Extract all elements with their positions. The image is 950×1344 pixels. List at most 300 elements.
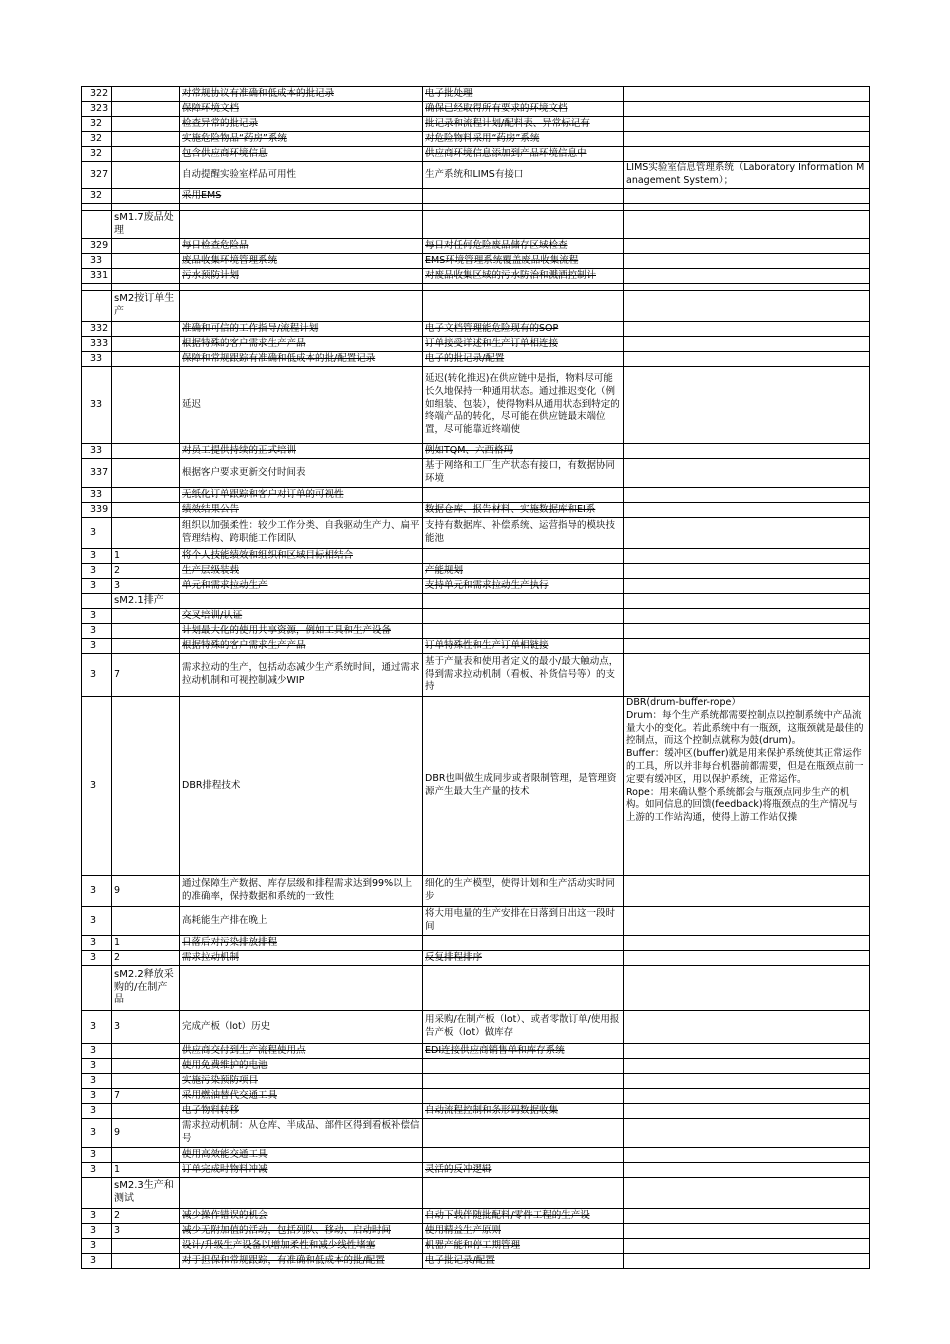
sub-number-cell <box>112 322 180 337</box>
table-row <box>82 624 870 639</box>
sub-number-cell <box>112 117 180 132</box>
item-cell: 准确和可信的工作指导/流程计划 <box>180 322 423 337</box>
note-cell <box>624 444 870 459</box>
table-row <box>82 147 870 162</box>
sub-number-cell <box>112 1104 180 1119</box>
note-cell <box>624 132 870 147</box>
item-cell <box>180 966 423 1011</box>
note-cell <box>624 639 870 654</box>
support-cell <box>423 624 624 639</box>
note-cell <box>624 147 870 162</box>
item-cell: 废品收集环境管理系统 <box>180 254 423 269</box>
item-cell: 绩效结果公告 <box>180 503 423 518</box>
row-number-cell: 3 <box>82 1163 112 1178</box>
support-cell <box>423 1178 624 1209</box>
row-number-cell <box>82 284 112 291</box>
note-cell <box>624 352 870 367</box>
support-cell: 确保已经取得所有要求的环境文档 <box>423 102 624 117</box>
row-number-cell: 337 <box>82 459 112 488</box>
support-cell: 支持单元和需求拉动生产执行 <box>423 579 624 594</box>
sub-number-cell <box>112 239 180 254</box>
row-number-cell <box>82 211 112 239</box>
note-cell: LIMS实验室信息管理系统（Laboratory Information Management System）； <box>624 162 870 189</box>
item-cell: 设计/升级生产设备以增加柔性和减少线性堵塞 <box>180 1239 423 1254</box>
table-row <box>82 211 870 239</box>
support-cell: 例如TQM、六西格玛 <box>423 444 624 459</box>
row-number-cell <box>82 966 112 1011</box>
item-cell: 根据客户要求更新交付时间表 <box>180 459 423 488</box>
note-cell <box>624 549 870 564</box>
item-cell: 减少操作错误的机会 <box>180 1209 423 1224</box>
row-number-cell: 33 <box>82 488 112 503</box>
row-number-cell: 3 <box>82 1059 112 1074</box>
note-cell <box>624 367 870 444</box>
sub-number-cell <box>112 102 180 117</box>
item-cell: 需求拉动机制：从仓库、半成品、部件区得到看板补偿信号 <box>180 1119 423 1148</box>
table-row <box>82 1104 870 1119</box>
support-cell: 订单接受详述和生产订单相连接 <box>423 337 624 352</box>
table-row <box>82 352 870 367</box>
table-row <box>82 269 870 284</box>
sub-number-cell <box>112 132 180 147</box>
support-cell: 自动流程控制和条形码数据收集 <box>423 1104 624 1119</box>
note-cell <box>624 322 870 337</box>
item-cell: 对常规协议有准确和低成本的批记录 <box>180 87 423 102</box>
sub-number-cell <box>112 1044 180 1059</box>
support-cell <box>423 1119 624 1148</box>
item-cell <box>180 594 423 609</box>
row-number-cell: 3 <box>82 1254 112 1269</box>
support-cell: 产能规划 <box>423 564 624 579</box>
support-cell: 电子批记录/配置 <box>423 1254 624 1269</box>
row-number-cell <box>82 291 112 322</box>
note-cell <box>624 579 870 594</box>
table-row <box>82 284 870 291</box>
note-cell <box>624 1044 870 1059</box>
item-cell: 订单完成时物料冲减 <box>180 1163 423 1178</box>
table-row <box>82 102 870 117</box>
note-cell <box>624 876 870 907</box>
support-cell <box>423 488 624 503</box>
row-number-cell <box>82 594 112 609</box>
note-cell <box>624 337 870 352</box>
note-cell <box>624 291 870 322</box>
row-number-cell: 33 <box>82 444 112 459</box>
table-row <box>82 189 870 204</box>
item-cell: 供应商交付到生产流程使用点 <box>180 1044 423 1059</box>
note-cell <box>624 936 870 951</box>
support-cell <box>423 609 624 624</box>
row-number-cell <box>82 204 112 211</box>
note-cell <box>624 1163 870 1178</box>
row-number-cell: 3 <box>82 1209 112 1224</box>
item-cell: 每日检查危险品 <box>180 239 423 254</box>
row-number-cell: 332 <box>82 322 112 337</box>
table-row <box>82 1059 870 1074</box>
item-cell: 实施危险物品“药房”系统 <box>180 132 423 147</box>
sub-number-cell: 3 <box>112 579 180 594</box>
support-cell: 基于网络和工厂生产状态有接口，有数据协同环境 <box>423 459 624 488</box>
table-row <box>82 1119 870 1148</box>
row-number-cell: 3 <box>82 564 112 579</box>
sub-number-cell: sM2按订单生产 <box>112 291 180 322</box>
support-cell: EMS环境管理系统覆盖废品收集流程 <box>423 254 624 269</box>
table-row <box>82 518 870 549</box>
sub-number-cell: 2 <box>112 564 180 579</box>
row-number-cell: 3 <box>82 624 112 639</box>
support-cell: 支持有数据库、补偿系统、运营指导的模块技能池 <box>423 518 624 549</box>
row-number-cell: 32 <box>82 147 112 162</box>
item-cell <box>180 1178 423 1209</box>
sub-number-cell <box>112 162 180 189</box>
item-cell: 交叉培训/认证 <box>180 609 423 624</box>
support-cell <box>423 966 624 1011</box>
support-cell <box>423 1089 624 1104</box>
table-row <box>82 1148 870 1163</box>
table-row <box>82 488 870 503</box>
table-row <box>82 549 870 564</box>
note-cell <box>624 1104 870 1119</box>
note-cell <box>624 239 870 254</box>
support-cell: 使用精益生产原则 <box>423 1224 624 1239</box>
note-cell <box>624 654 870 697</box>
sub-number-cell <box>112 189 180 204</box>
support-cell: DBR也叫做生成同步或者限制管理，是管理资源产生最大生产量的技术 <box>423 697 624 876</box>
support-cell: 延迟(转化推迟)在供应链中是指，物料尽可能长久地保持一种通用状态。通过推迟变化（例如组装、包装），使得物料从通用状态到特定的终端产品的转化，尽可能在供应链最末端位置，尽可能靠近终端使 <box>423 367 624 444</box>
note-cell <box>624 117 870 132</box>
table-row <box>82 162 870 189</box>
row-number-cell: 3 <box>82 907 112 936</box>
support-cell: 用采购/在制产板（lot）、或者零散订单/使用报告产板（lot）做库存 <box>423 1011 624 1044</box>
note-cell <box>624 488 870 503</box>
support-cell: EDI连接供应商销售单和库存系统 <box>423 1044 624 1059</box>
sub-number-cell: 7 <box>112 1089 180 1104</box>
row-number-cell: 33 <box>82 254 112 269</box>
sub-number-cell: 7 <box>112 654 180 697</box>
note-cell <box>624 1254 870 1269</box>
support-cell: 电子文档管理能危险现有的SOP <box>423 322 624 337</box>
item-cell: DBR排程技术 <box>180 697 423 876</box>
row-number-cell: 339 <box>82 503 112 518</box>
sub-number-cell <box>112 1254 180 1269</box>
note-cell: DBR(drum-buffer-rope） Drum：每个生产系统都需要控制点以控制系统中产品流量大小的变化。若此系统中有一瓶颈，这瓶颈就是最佳的控制点，而这个控制点就称为鼓(drum)。 Buffer：缓冲区(buffer)就是用来保护系统使其正常运作的工具，所以并非每台机器前都需要，但是在瓶颈点前一定要有缓冲区，用以保护系统，正常运作。 Rope：用来确认整个系统都会与瓶颈点同步生产的机构。如同信息的回馈(feedback)将瓶颈点的生产情况与上游的工作站沟通，使得上游工作站仅操 <box>624 697 870 876</box>
note-cell <box>624 284 870 291</box>
table-row <box>82 639 870 654</box>
item-cell: 使用高效能交通工具 <box>180 1148 423 1163</box>
table-row <box>82 609 870 624</box>
note-cell <box>624 609 870 624</box>
item-cell: 包含供应商环境信息 <box>180 147 423 162</box>
sub-number-cell <box>112 254 180 269</box>
sub-number-cell <box>112 624 180 639</box>
row-number-cell: 3 <box>82 1104 112 1119</box>
item-cell: 采用EMS <box>180 189 423 204</box>
support-cell: 电子批处理 <box>423 87 624 102</box>
sub-number-cell <box>112 907 180 936</box>
row-number-cell: 3 <box>82 936 112 951</box>
support-cell <box>423 211 624 239</box>
item-cell: 根据特殊的客户需求生产产品 <box>180 639 423 654</box>
sub-number-cell: 1 <box>112 549 180 564</box>
support-cell: 细化的生产模型，使得计划和生产活动实时同步 <box>423 876 624 907</box>
note-cell <box>624 1119 870 1148</box>
note-cell <box>624 1224 870 1239</box>
note-cell <box>624 1011 870 1044</box>
note-cell <box>624 907 870 936</box>
support-cell: 供应商环境信息添加到产品环境信息中 <box>423 147 624 162</box>
sub-number-cell: 2 <box>112 951 180 966</box>
note-cell <box>624 1148 870 1163</box>
row-number-cell: 3 <box>82 1044 112 1059</box>
row-number-cell: 3 <box>82 654 112 697</box>
support-cell <box>423 1074 624 1089</box>
row-number-cell: 3 <box>82 579 112 594</box>
table-row <box>82 459 870 488</box>
item-cell: 需求拉动的生产，包括动态减少生产系统时间，通过需求拉动机制和可视控制减少WIP <box>180 654 423 697</box>
note-cell <box>624 518 870 549</box>
process-table <box>81 86 870 1269</box>
note-cell <box>624 102 870 117</box>
sub-number-cell: sM1.7废品处理 <box>112 211 180 239</box>
sub-number-cell <box>112 1239 180 1254</box>
support-cell: 将大用电量的生产安排在日落到日出这一段时间 <box>423 907 624 936</box>
table-row <box>82 1074 870 1089</box>
item-cell: 使用免费维护的电池 <box>180 1059 423 1074</box>
sub-number-cell <box>112 1059 180 1074</box>
table-row <box>82 1254 870 1269</box>
item-cell: 自动提醒实验室样品可用性 <box>180 162 423 189</box>
note-cell <box>624 1089 870 1104</box>
support-cell: 自动下载伴随批配料/零件工程的生产设 <box>423 1209 624 1224</box>
support-cell: 灵活的反冲逻辑 <box>423 1163 624 1178</box>
table-row <box>82 1224 870 1239</box>
table-row <box>82 1163 870 1178</box>
note-cell <box>624 503 870 518</box>
sub-number-cell: 9 <box>112 1119 180 1148</box>
item-cell: 检查异常的批记录 <box>180 117 423 132</box>
support-cell <box>423 594 624 609</box>
sub-number-cell <box>112 352 180 367</box>
item-cell: 实施污染预防项目 <box>180 1074 423 1089</box>
item-cell: 对于担保和常规跟踪，有准确和低成本的批/配置 <box>180 1254 423 1269</box>
row-number-cell: 3 <box>82 1089 112 1104</box>
support-cell: 生产系统和LIMS有接口 <box>423 162 624 189</box>
table-row <box>82 579 870 594</box>
item-cell: 保障和常规跟踪有准确和低成本的批/配置记录 <box>180 352 423 367</box>
sub-number-cell <box>112 269 180 284</box>
table-row <box>82 1178 870 1209</box>
table-row <box>82 444 870 459</box>
row-number-cell: 322 <box>82 87 112 102</box>
sub-number-cell <box>112 337 180 352</box>
item-cell: 计划最大化的使用共享资源，例如工具和生产设备 <box>180 624 423 639</box>
table-row <box>82 322 870 337</box>
item-cell: 需求拉动机制 <box>180 951 423 966</box>
item-cell: 电子物料转移 <box>180 1104 423 1119</box>
sub-number-cell: 1 <box>112 936 180 951</box>
row-number-cell: 323 <box>82 102 112 117</box>
sub-number-cell <box>112 204 180 211</box>
row-number-cell: 327 <box>82 162 112 189</box>
row-number-cell: 32 <box>82 117 112 132</box>
sub-number-cell <box>112 367 180 444</box>
item-cell: 通过保障生产数据、库存层级和排程需求达到99%以上的准确率，保持数据和系统的一致性 <box>180 876 423 907</box>
sub-number-cell <box>112 697 180 876</box>
sub-number-cell <box>112 147 180 162</box>
item-cell: 生产层级装载 <box>180 564 423 579</box>
row-number-cell: 3 <box>82 876 112 907</box>
sub-number-cell <box>112 444 180 459</box>
note-cell <box>624 254 870 269</box>
item-cell: 组织以加强柔性：较少工作分类、自我驱动生产力、扁平管理结构、跨职能工作团队 <box>180 518 423 549</box>
sub-number-cell: 9 <box>112 876 180 907</box>
note-cell <box>624 204 870 211</box>
item-cell: 对员工提供持续的正式培训 <box>180 444 423 459</box>
note-cell <box>624 459 870 488</box>
row-number-cell: 3 <box>82 1119 112 1148</box>
item-cell: 延迟 <box>180 367 423 444</box>
note-cell <box>624 1209 870 1224</box>
item-cell: 完成产板（lot）历史 <box>180 1011 423 1044</box>
sub-number-cell <box>112 1074 180 1089</box>
note-cell <box>624 1178 870 1209</box>
table-row <box>82 1209 870 1224</box>
sub-number-cell: 3 <box>112 1011 180 1044</box>
row-number-cell: 3 <box>82 697 112 876</box>
row-number-cell: 3 <box>82 1148 112 1163</box>
table-row <box>82 564 870 579</box>
support-cell <box>423 189 624 204</box>
support-cell <box>423 291 624 322</box>
item-cell <box>180 284 423 291</box>
note-cell <box>624 269 870 284</box>
item-cell: 日落后对污染排放排程 <box>180 936 423 951</box>
support-cell: 反复排程排序 <box>423 951 624 966</box>
table-row <box>82 1011 870 1044</box>
item-cell <box>180 291 423 322</box>
row-number-cell: 333 <box>82 337 112 352</box>
row-number-cell: 3 <box>82 549 112 564</box>
row-number-cell: 3 <box>82 518 112 549</box>
row-number-cell: 33 <box>82 352 112 367</box>
support-cell <box>423 936 624 951</box>
sub-number-cell: 2 <box>112 1209 180 1224</box>
item-cell: 单元和需求拉动生产 <box>180 579 423 594</box>
item-cell: 保障环境文档 <box>180 102 423 117</box>
row-number-cell: 3 <box>82 609 112 624</box>
note-cell <box>624 87 870 102</box>
sub-number-cell <box>112 609 180 624</box>
table-row <box>82 1239 870 1254</box>
row-number-cell: 3 <box>82 639 112 654</box>
sub-number-cell <box>112 503 180 518</box>
sub-number-cell <box>112 488 180 503</box>
row-number-cell: 3 <box>82 951 112 966</box>
table-row <box>82 367 870 444</box>
table-row <box>82 966 870 1011</box>
support-cell <box>423 284 624 291</box>
sub-number-cell <box>112 87 180 102</box>
table-row <box>82 951 870 966</box>
table-row <box>82 204 870 211</box>
row-number-cell: 331 <box>82 269 112 284</box>
table-row <box>82 291 870 322</box>
table-row <box>82 132 870 147</box>
table-row <box>82 594 870 609</box>
item-cell: 采用燃油替代交通工具 <box>180 1089 423 1104</box>
support-cell: 电子的批记录/配置 <box>423 352 624 367</box>
support-cell: 对危险物料采用“药房”系统 <box>423 132 624 147</box>
table-row <box>82 1089 870 1104</box>
sub-number-cell: 1 <box>112 1163 180 1178</box>
item-cell: 无纸化订单跟踪和客户对订单的可视性 <box>180 488 423 503</box>
row-number-cell: 3 <box>82 1239 112 1254</box>
table-row <box>82 654 870 697</box>
note-cell <box>624 1074 870 1089</box>
note-cell <box>624 1059 870 1074</box>
row-number-cell: 3 <box>82 1011 112 1044</box>
row-number-cell <box>82 1178 112 1209</box>
sub-number-cell <box>112 518 180 549</box>
sub-number-cell: 3 <box>112 1224 180 1239</box>
note-cell <box>624 1239 870 1254</box>
note-cell <box>624 966 870 1011</box>
item-cell <box>180 204 423 211</box>
item-cell: 高耗能生产排在晚上 <box>180 907 423 936</box>
table-row <box>82 1044 870 1059</box>
support-cell: 批记录和流程计划/配料表、异常标记有 <box>423 117 624 132</box>
table-row <box>82 337 870 352</box>
support-cell: 订单特殊性和生产订单相链接 <box>423 639 624 654</box>
row-number-cell: 32 <box>82 189 112 204</box>
row-number-cell: 33 <box>82 367 112 444</box>
note-cell <box>624 594 870 609</box>
sub-number-cell: sM2.3生产和测试 <box>112 1178 180 1209</box>
note-cell <box>624 564 870 579</box>
item-cell: 减少无附加值的活动，包括列队、移动、启动时间 <box>180 1224 423 1239</box>
table-row <box>82 907 870 936</box>
support-cell: 机器产能和停工期管理 <box>423 1239 624 1254</box>
item-cell: 污水预防计划 <box>180 269 423 284</box>
sub-number-cell <box>112 639 180 654</box>
support-cell: 对废品收集区域的污水防治和溅洒控制计 <box>423 269 624 284</box>
note-cell <box>624 189 870 204</box>
note-cell <box>624 951 870 966</box>
support-cell <box>423 549 624 564</box>
sub-number-cell <box>112 459 180 488</box>
support-cell <box>423 204 624 211</box>
sub-number-cell <box>112 284 180 291</box>
table-row <box>82 876 870 907</box>
item-cell: 将个人技能绩效和组织和区域目标相结合 <box>180 549 423 564</box>
support-cell: 每日对任何危险废品储存区域检查 <box>423 239 624 254</box>
support-cell: 数据仓库、报告材料、实施数据库和EI系 <box>423 503 624 518</box>
sub-number-cell <box>112 1148 180 1163</box>
support-cell <box>423 1059 624 1074</box>
row-number-cell: 3 <box>82 1224 112 1239</box>
note-cell <box>624 624 870 639</box>
table-row <box>82 936 870 951</box>
table-row <box>82 503 870 518</box>
support-cell <box>423 1148 624 1163</box>
row-number-cell: 329 <box>82 239 112 254</box>
item-cell <box>180 211 423 239</box>
support-cell: 基于产量表和使用者定义的最小/最大触动点，得到需求拉动机制（看板、补货信号等）的支持 <box>423 654 624 697</box>
table-row <box>82 239 870 254</box>
table-row <box>82 87 870 102</box>
sub-number-cell: sM2.1排产 <box>112 594 180 609</box>
table-row <box>82 117 870 132</box>
